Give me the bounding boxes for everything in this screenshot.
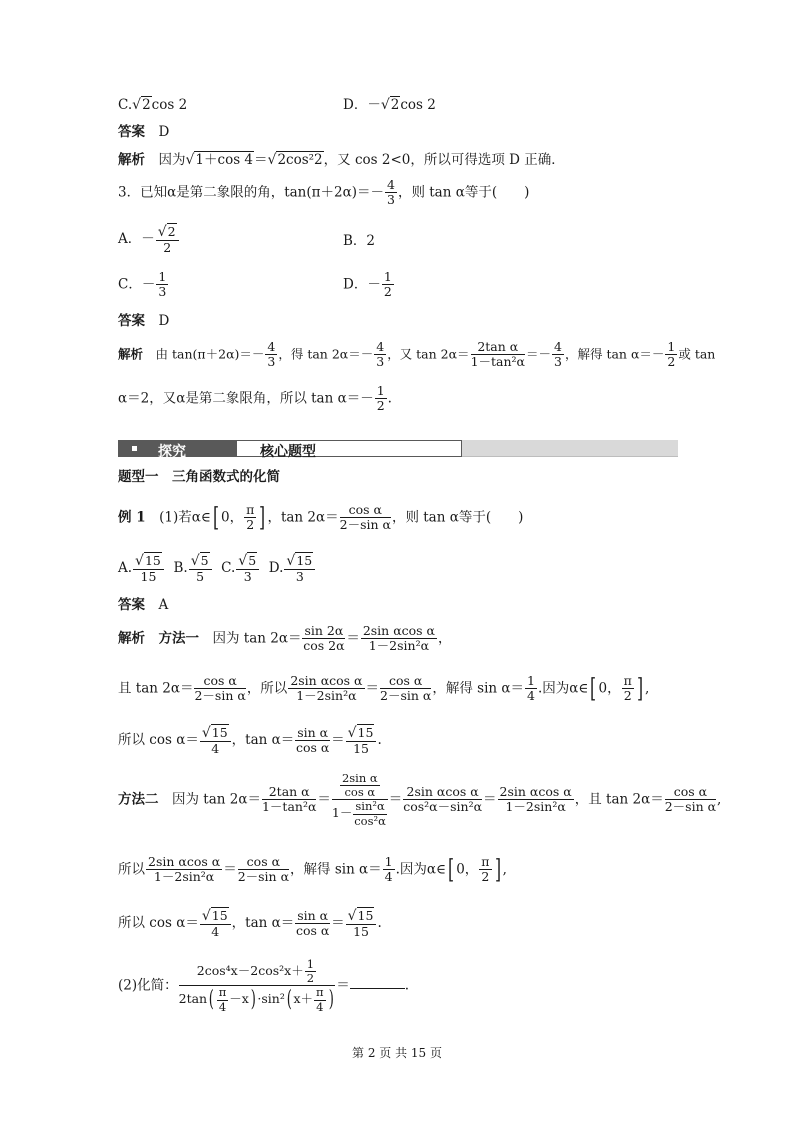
question-3: 3．已知α是第二象限的角，tan(π＋2α)＝－ $\frac{4}{3}$ ，则 tan α等于( ) (118, 177, 530, 208)
method-1-line-2: 且 tan 2α＝ $\frac{\text{cos α}}{\text{2－sin α}}$ ，所以 $\frac{\text{2sin αcos α}}{\text{1－2sin²α}}$ ＝ $\frac{\text{cos α}}{\text{2－sin α}}$ ，解得 sin α＝ $\frac{1}{4}$ .因为α∈[ 0， $\frac{\pi}{2}$ ] , (118, 673, 650, 704)
option-d: D．－√2cos 2 (343, 97, 436, 113)
answer-1: 答案 D (118, 124, 170, 140)
q3-option-b: B．2 (343, 233, 376, 249)
explanation-3-line-2: α＝2，又α是第二象限角，所以 tan α＝－ $\frac{1}{2}$ . (118, 383, 392, 414)
banner-light-label: 核心题型 (260, 444, 316, 460)
method-2-line-3: 所以 cos α＝ $\frac{√15}{4}$ ，tan α＝ $\frac{\text{sin α}}{\text{cos α}}$ ＝ $\frac{√15}{15}$ . (118, 907, 382, 940)
q3-option-c: C．－ $\frac{1}{3}$ (118, 269, 167, 300)
explanation-3-line-1: 解析 由 tan(π＋2α)＝－ $\frac{4}{3}$ ，得 tan 2α＝－ $\frac{4}{3}$ ，又 tan 2α＝ $\frac{\text{2tan α}}{\text{1－tan²α}}$ ＝－ $\frac{4}{3}$ ，解得 tan α＝－ $\frac{1}{2}$ 或 tan (118, 339, 716, 370)
example-1-options: A. $\frac{√15}{15}$ B. $\frac{√5}{5}$ C. $\frac{√5}{3}$ D. $\frac{√15}{3}$ (118, 553, 316, 584)
section-banner (118, 440, 678, 458)
method-1-line-1: 解析 方法一 因为 tan 2α＝ $\frac{\sin 2\alpha}{\cos 2\alpha}$ ＝ $\frac{\text{2sin αcos α}}{\text{1－2sin²α}}$ ， (118, 623, 452, 654)
answer-3: 答案 D (118, 313, 170, 329)
page-footer: 第 2 页 共 15 页 (352, 1046, 442, 1060)
example-1: 例 1 (1)若α∈[ 0， $\frac{\pi}{2}$ ] ，tan 2α＝ $\frac{\text{cos α}}{\text{2－sin α}}$ ，则 tan α等于( ) (118, 502, 524, 533)
method-1-line-3: 所以 cos α＝ $\frac{√15}{4}$ ，tan α＝ $\frac{\text{sin α}}{\text{cos α}}$ ＝ $\frac{√15}{15}$ . (118, 724, 382, 757)
answer-blank (350, 988, 405, 989)
example-1-part-2: (2)化简： 2cos⁴x－2cos²x＋ $\frac{1}{2}$ 2tan( $\frac{\pi}{4}$ －x) ·sin²( x＋ $\frac{\pi}{4}$ ) ＝ . (118, 957, 409, 1014)
square-bullet-icon (132, 446, 137, 451)
section-heading: 题型一 三角函数式的化简 (118, 469, 280, 485)
q3-option-d: D．－ $\frac{1}{2}$ (343, 269, 392, 300)
method-2-line-2: 所以 $\frac{\text{2sin αcos α}}{\text{1－2sin²α}}$ ＝ $\frac{\text{cos α}}{\text{2－sin α}}$ ，解得 sin α＝ $\frac{1}{4}$ .因为α∈[ 0， $\frac{\pi}{2}$ ] , (118, 854, 507, 885)
method-2-line-1: 方法二 因为 tan 2α＝ $\frac{\text{2tan α}}{\text{1－tan²α}}$ ＝ $\frac{\text{2sin α}}{\text{cos α}}$ 1－ $\frac{\text{sin²α}}{\text{cos²α}}$ ＝ $\frac{\text{2sin αcos α}}{\text{cos²α－sin²α}}$ ＝ $\frac{\text{2sin αcos α}}{\text{1－2sin²α}}$ ，且 tan 2α＝ $\frac{\text{cos α}}{\text{2－sin α}}$ , (118, 771, 722, 828)
q3-option-a: A．－ $\frac{√2}{2}$ (118, 224, 180, 255)
banner-dark-label: 探究 (158, 444, 186, 460)
answer-example-1: 答案 A (118, 597, 169, 613)
explanation-1: 解析 因为√1＋cos 4＝√2cos²2，又 cos 2<0，所以可得选项 D 正确． (118, 152, 565, 168)
option-c: C.√2cos 2 (118, 97, 188, 113)
